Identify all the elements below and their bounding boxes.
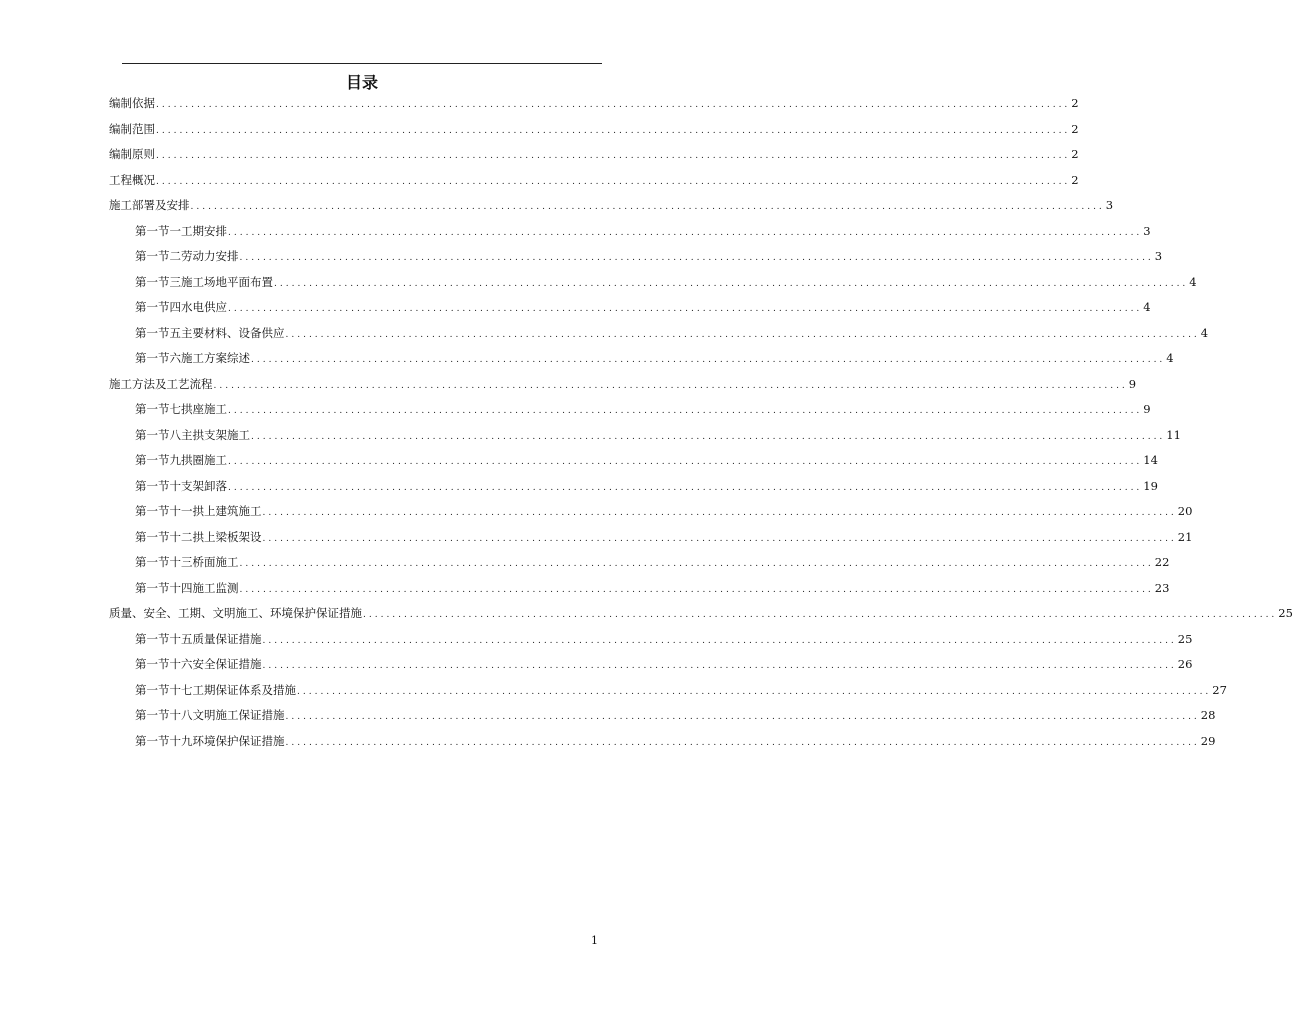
toc-entry-number: 第一节六 bbox=[135, 351, 181, 365]
toc-entry[interactable] bbox=[109, 525, 1193, 551]
toc-entry-page: 25 bbox=[1177, 631, 1193, 646]
toc-entry[interactable] bbox=[109, 193, 1114, 219]
toc-entry-text: 拱圈施工 bbox=[181, 453, 227, 467]
toc-entry-leader: ............................................................................................................................................................ bbox=[251, 431, 1166, 442]
toc-entry[interactable] bbox=[109, 295, 1151, 321]
toc-entry-leader: ............................................................................................................................................................ bbox=[285, 737, 1200, 748]
toc-entry-page: 14 bbox=[1143, 453, 1158, 467]
toc-entry-page: 20 bbox=[1177, 504, 1193, 518]
toc-entry-text: 拱座施工 bbox=[181, 402, 227, 416]
toc-entry-text: 施工方案综述 bbox=[181, 351, 250, 365]
toc-entry[interactable] bbox=[109, 397, 1151, 423]
toc-entry-page: 4 bbox=[1189, 274, 1197, 289]
toc-entry-text: 施工监测 bbox=[192, 580, 239, 595]
toc-entry[interactable] bbox=[109, 448, 1158, 474]
toc-entry-leader: ............................................................................................................................................................ bbox=[156, 176, 1071, 187]
toc-entry-text: 工程概况 bbox=[109, 172, 155, 187]
toc-entry-leader: ............................................................................................................................................................ bbox=[190, 202, 1105, 212]
toc-entry-text: 拱上建筑施工 bbox=[192, 504, 262, 518]
toc-entry-leader: ............................................................................................................................................................ bbox=[228, 227, 1143, 238]
toc-entry-number: 第一节十三 bbox=[135, 555, 193, 569]
toc-entry[interactable] bbox=[109, 423, 1181, 449]
toc-entry[interactable] bbox=[109, 346, 1174, 372]
toc-entry-text: 质量保证措施 bbox=[192, 631, 262, 646]
toc-entry-leader: ............................................................................................................................................................ bbox=[262, 508, 1177, 518]
toc-entry-number: 第一节十七 bbox=[135, 682, 193, 697]
toc-entry[interactable] bbox=[109, 703, 1216, 729]
toc-entry[interactable] bbox=[109, 91, 1079, 117]
toc-entry-leader: ............................................................................................................................................................ bbox=[239, 584, 1154, 595]
toc-entry-leader: ............................................................................................................................................................ bbox=[274, 278, 1189, 289]
toc-entry-leader: ............................................................................................................................................................ bbox=[262, 533, 1177, 544]
toc-entry-leader: ............................................................................................................................................................ bbox=[228, 457, 1143, 467]
toc-entry-text: 支架卸落 bbox=[181, 478, 227, 493]
toc-entry-text: 施工部署及安排 bbox=[109, 198, 190, 212]
toc-entry-leader: ............................................................................................................................................................ bbox=[228, 482, 1143, 493]
toc-entry-number: 第一节十五 bbox=[135, 631, 193, 646]
toc-entry-leader: ............................................................................................................................................................ bbox=[156, 125, 1071, 136]
toc-entry[interactable] bbox=[109, 219, 1151, 245]
toc-entry-number: 第一节十二 bbox=[135, 529, 193, 544]
toc-entry[interactable] bbox=[109, 627, 1193, 653]
toc-entry-text: 工期安排 bbox=[181, 223, 227, 238]
toc-entry[interactable] bbox=[109, 117, 1079, 143]
toc-entry-text: 编制原则 bbox=[109, 147, 155, 161]
toc-entry-leader: ............................................................................................................................................................ bbox=[213, 380, 1128, 391]
toc-entry-leader: ............................................................................................................................................................ bbox=[156, 151, 1071, 161]
toc-entry[interactable] bbox=[109, 142, 1079, 168]
toc-entry-page: 2 bbox=[1071, 172, 1079, 187]
toc-entry-text: 工期保证体系及措施 bbox=[192, 682, 296, 697]
toc-entry-number: 第一节八 bbox=[135, 427, 181, 442]
toc-entry[interactable] bbox=[109, 168, 1079, 194]
toc-entry-page: 9 bbox=[1128, 376, 1137, 391]
toc-entry-text: 编制范围 bbox=[109, 121, 155, 136]
toc-entry-leader: ............................................................................................................................................................ bbox=[363, 610, 1278, 620]
toc-entry[interactable] bbox=[109, 244, 1163, 270]
toc-entry-number: 第一节十 bbox=[135, 478, 181, 493]
toc-entry[interactable] bbox=[109, 678, 1227, 704]
toc-entry-page: 29 bbox=[1200, 733, 1216, 748]
toc-entry-page: 11 bbox=[1166, 427, 1181, 442]
toc-entry-number: 第一节七 bbox=[135, 402, 181, 416]
toc-entry-text: 施工方法及工艺流程 bbox=[109, 376, 213, 391]
toc-entry-text: 安全保证措施 bbox=[192, 657, 262, 671]
toc-entry-text: 编制依据 bbox=[109, 96, 155, 110]
toc-entry-text: 主要材料、设备供应 bbox=[181, 325, 285, 340]
toc-entry-page: 3 bbox=[1154, 249, 1163, 263]
toc-entry-leader: ............................................................................................................................................................ bbox=[251, 355, 1166, 365]
toc-entry-text: 劳动力安排 bbox=[181, 249, 239, 263]
toc-entry[interactable] bbox=[109, 372, 1137, 398]
page-number: 1 bbox=[591, 934, 598, 947]
toc-entry-leader: ............................................................................................................................................................ bbox=[239, 559, 1154, 569]
toc-entry-number: 第一节五 bbox=[135, 325, 181, 340]
toc-entry-page: 26 bbox=[1177, 657, 1193, 671]
toc-entry[interactable] bbox=[109, 270, 1197, 296]
toc-title: 目录 bbox=[345, 73, 378, 92]
toc-entry[interactable] bbox=[109, 474, 1158, 500]
toc-entry-text: 水电供应 bbox=[181, 300, 227, 314]
toc-entry-page: 4 bbox=[1200, 325, 1209, 340]
toc-entry[interactable] bbox=[109, 499, 1193, 525]
toc-entry-number: 第一节十六 bbox=[135, 657, 193, 671]
toc-entry-text: 桥面施工 bbox=[192, 555, 239, 569]
toc-entry[interactable] bbox=[109, 321, 1209, 347]
header-rule bbox=[122, 63, 602, 64]
toc-entry[interactable] bbox=[109, 601, 1293, 627]
toc-entry-leader: ............................................................................................................................................................ bbox=[239, 253, 1154, 263]
toc-entry-leader: ............................................................................................................................................................ bbox=[285, 329, 1200, 340]
toc-entry-number: 第一节十一 bbox=[135, 504, 193, 518]
toc-entry[interactable] bbox=[109, 576, 1170, 602]
toc-entry-text: 拱上梁板架设 bbox=[192, 529, 262, 544]
toc-entry-leader: ............................................................................................................................................................ bbox=[262, 635, 1177, 646]
toc-entry-number: 第一节四 bbox=[135, 300, 181, 314]
toc-entry-number: 第一节九 bbox=[135, 453, 181, 467]
toc-entry-leader: ............................................................................................................................................................ bbox=[156, 100, 1071, 110]
toc-entry-text: 主拱支架施工 bbox=[181, 427, 250, 442]
toc-entry-number: 第一节三 bbox=[135, 274, 181, 289]
toc-entry-text: 文明施工保证措施 bbox=[192, 708, 285, 722]
toc-entry[interactable] bbox=[109, 729, 1216, 755]
table-of-contents bbox=[109, 91, 1293, 754]
toc-entry-page: 22 bbox=[1154, 555, 1170, 569]
toc-entry-page: 25 bbox=[1278, 606, 1293, 620]
toc-entry-number: 第一节二 bbox=[135, 249, 181, 263]
toc-entry-page: 2 bbox=[1071, 121, 1079, 136]
toc-entry-page: 4 bbox=[1166, 351, 1174, 365]
toc-entry-page: 19 bbox=[1143, 478, 1158, 493]
toc-entry-text: 施工场地平面布置 bbox=[181, 274, 273, 289]
toc-entry-text: 环境保护保证措施 bbox=[192, 733, 285, 748]
toc-entry-leader: ............................................................................................................................................................ bbox=[297, 686, 1212, 697]
toc-entry-leader: ............................................................................................................................................................ bbox=[228, 304, 1143, 314]
toc-entry-page: 23 bbox=[1154, 580, 1170, 595]
toc-entry-page: 2 bbox=[1071, 96, 1079, 110]
toc-entry-leader: ............................................................................................................................................................ bbox=[228, 406, 1143, 416]
toc-entry-number: 第一节十四 bbox=[135, 580, 193, 595]
toc-entry[interactable] bbox=[109, 550, 1170, 576]
toc-entry-page: 2 bbox=[1071, 147, 1079, 161]
toc-entry-page: 3 bbox=[1105, 198, 1114, 212]
toc-entry-page: 9 bbox=[1143, 402, 1151, 416]
toc-entry-leader: ............................................................................................................................................................ bbox=[285, 712, 1200, 722]
toc-entry-page: 21 bbox=[1177, 529, 1193, 544]
toc-entry-page: 4 bbox=[1143, 300, 1151, 314]
toc-entry-leader: ............................................................................................................................................................ bbox=[262, 661, 1177, 671]
toc-entry[interactable] bbox=[109, 652, 1193, 678]
toc-entry-page: 3 bbox=[1143, 223, 1151, 238]
toc-entry-text: 质量、安全、工期、文明施工、环境保护保证措施 bbox=[109, 606, 362, 620]
toc-entry-page: 28 bbox=[1200, 708, 1216, 722]
toc-entry-number: 第一节一 bbox=[135, 223, 181, 238]
toc-entry-page: 27 bbox=[1212, 682, 1227, 697]
toc-entry-number: 第一节十九 bbox=[135, 733, 193, 748]
toc-entry-number: 第一节十八 bbox=[135, 708, 193, 722]
